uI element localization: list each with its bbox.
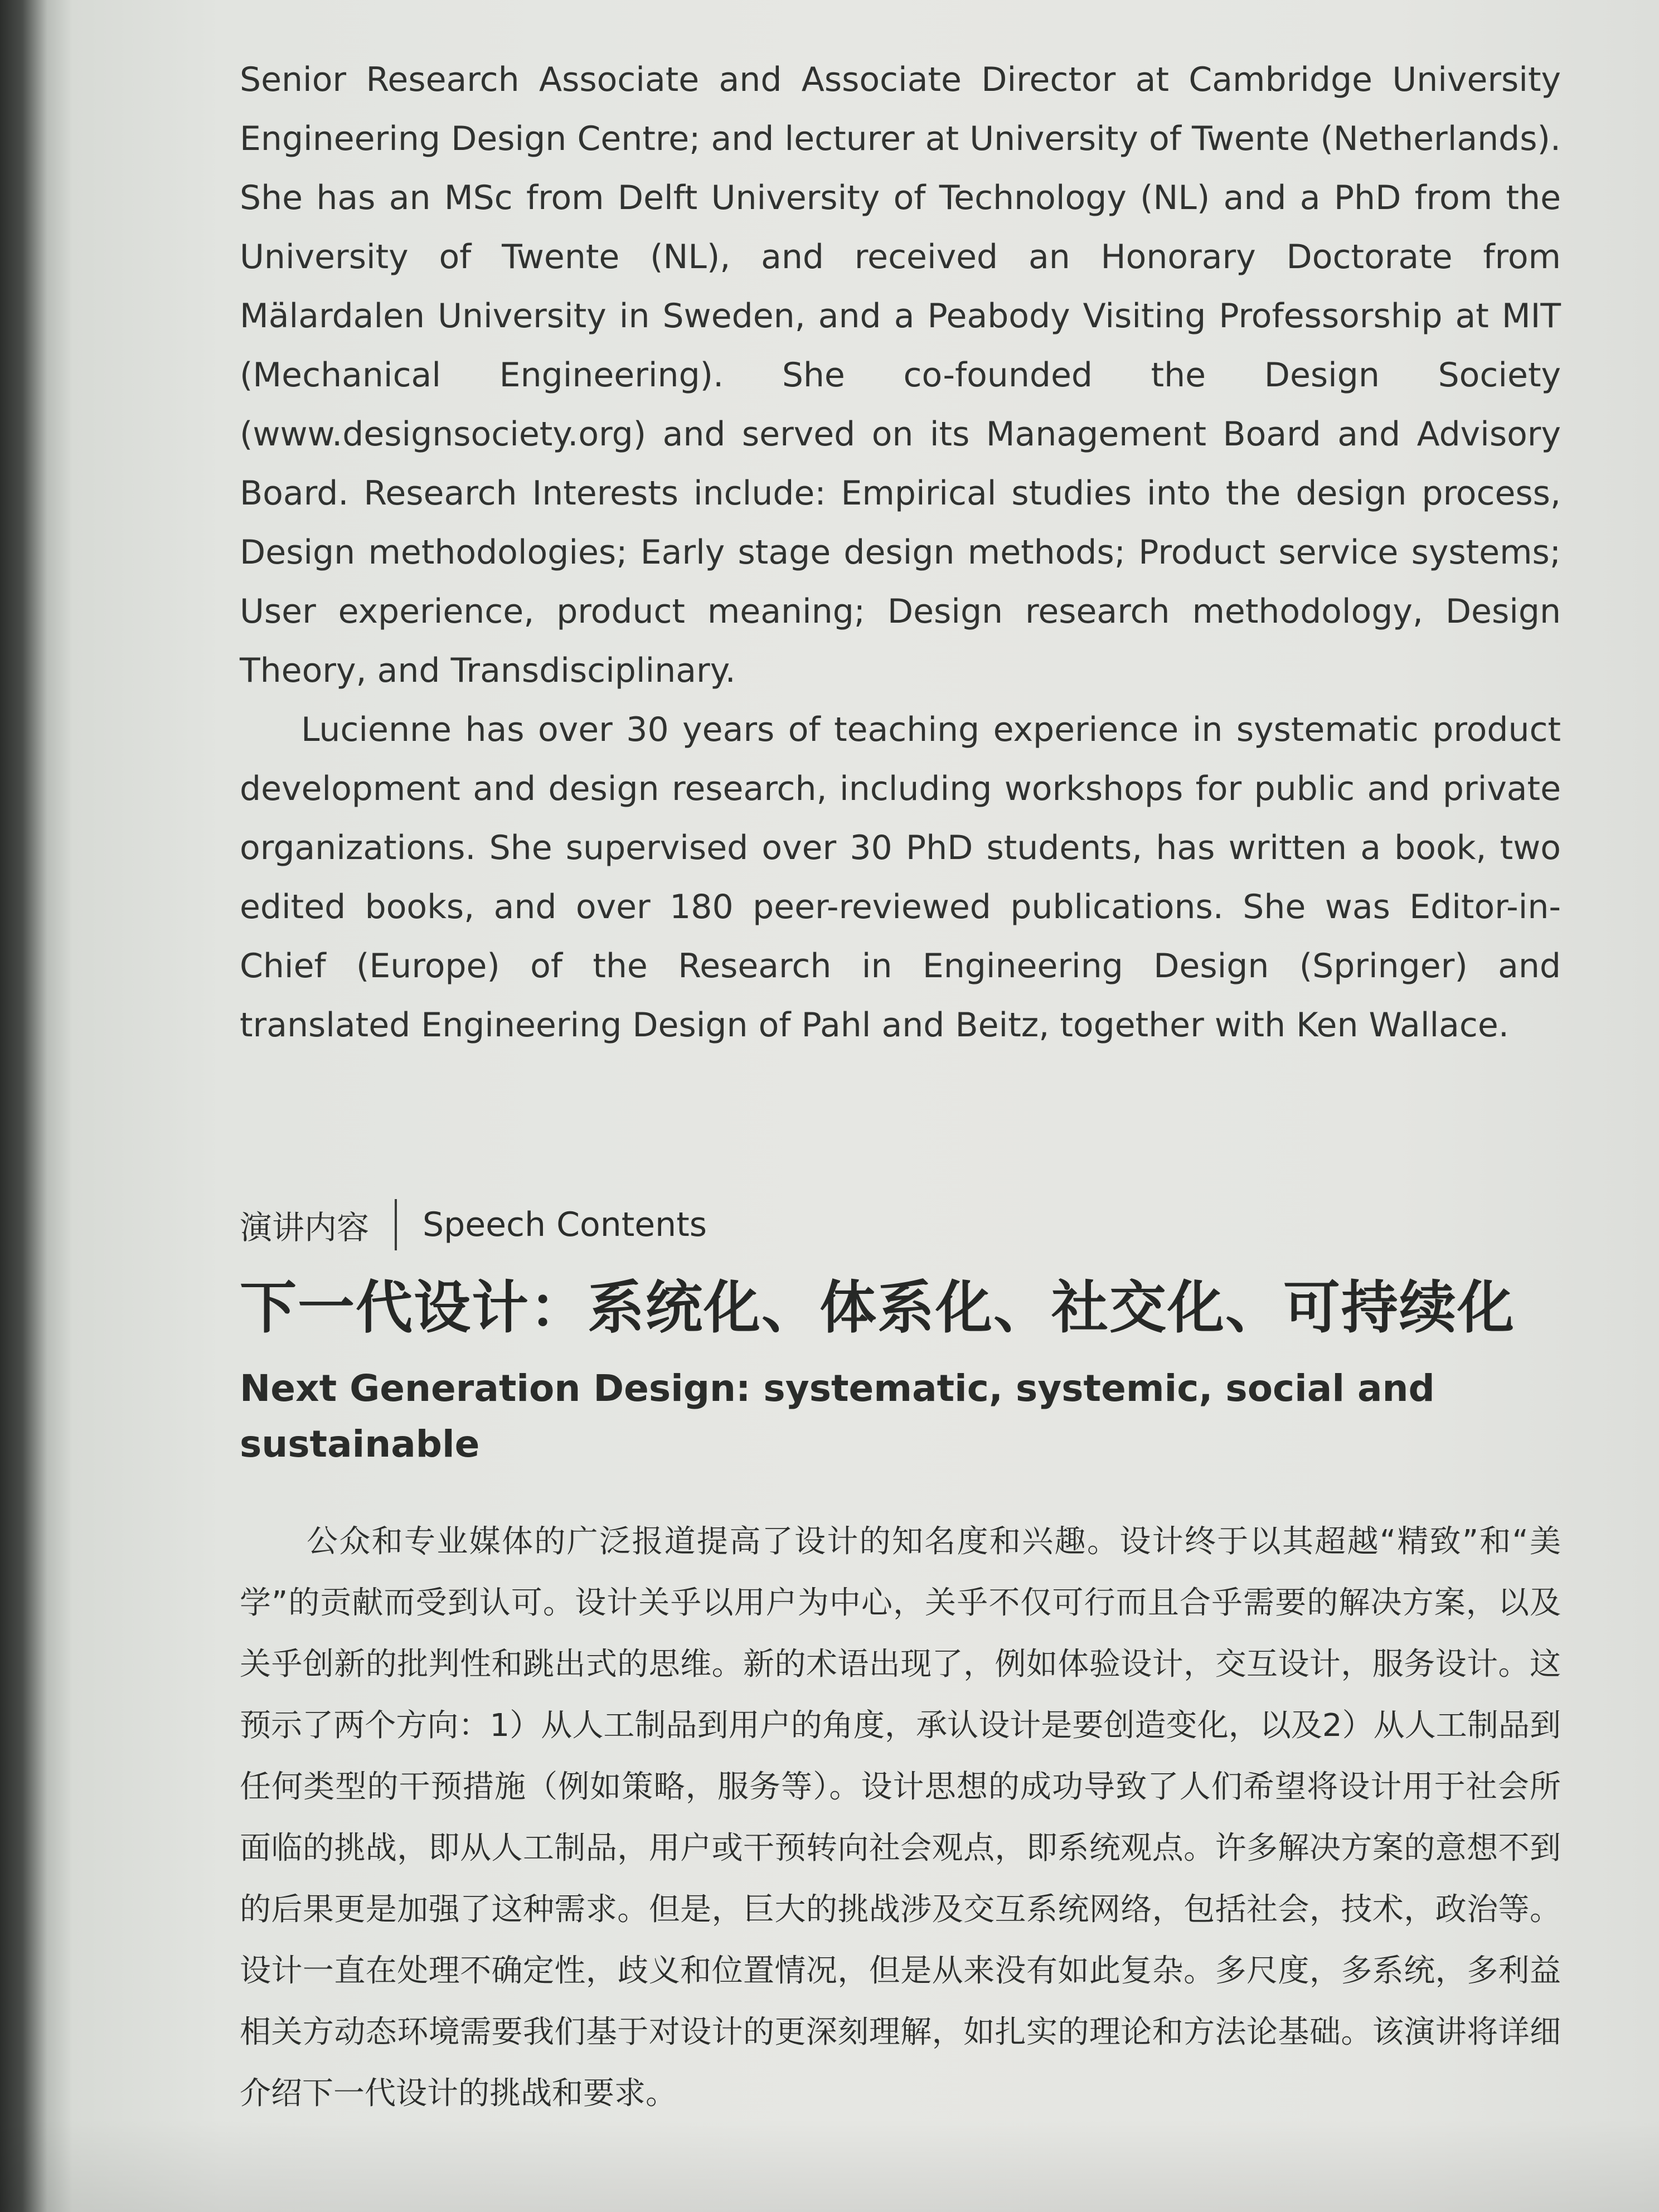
speech-title-zh: 下一代设计：系统化、体系化、社交化、可持续化 (240, 1275, 1515, 1341)
page-content (240, 50, 1561, 2124)
page-shadow (0, 2118, 1659, 2212)
section-label-zh: 演讲内容 (240, 1209, 370, 1246)
bio-paragraph-2: Lucienne has over 30 years of teaching experience in systematic product development and design research, including workshops for public and private organizations. She supervised over 30 PhD students, has written a book, two edited books, and over 180 peer-reviewed publications. She was Editor-in-Chief (Europe) of the Research in Engineering Design (Springer) and translated Engineering Design of Pahl and Beitz, together with Ken Wallace. (240, 710, 1561, 1045)
section-header (240, 1197, 1561, 1253)
speech-body-zh: 公众和专业媒体的广泛报道提高了设计的知名度和兴趣。设计终于以其超越“精致”和“美学”的贡献而受到认可。设计关乎以用户为中心，关乎不仅可行而且合乎需要的解决方案，以及关乎创新的批判性和跳出式的思维。新的术语出现了，例如体验设计，交互设计，服务设计。这预示了两个方向：1）从人工制品到用户的角度，承认设计是要创造变化，以及2）从人工制品到任何类型的干预措施（例如策略，服务等）。设计思想的成功导致了人们希望将设计用于社会所面临的挑战，即从人工制品，用户或干预转向社会观点，即系统观点。许多解决方案的意想不到的后果更是加强了这种需求。但是，巨大的挑战涉及交互系统网络，包括社会，技术，政治等。设计一直在处理不确定性，歧义和位置情况，但是从来没有如此复杂。多尺度，多系统，多利益相关方动态环境需要我们基于对设计的更深刻理解，如扎实的理论和方法论基础。该演讲将详细介绍下一代设计的挑战和要求。 (240, 1524, 1561, 2112)
section-divider (395, 1199, 397, 1250)
speech-title-en: Next Generation Design: systematic, systemic, social and sustainable (240, 1367, 1435, 1466)
bio-paragraph-1: Senior Research Associate and Associate Director at Cambridge University Engineering Design Centre; and lecturer at University of Twente (Netherlands). She has an MSc from Delft University of Technology (NL) and a PhD from the University of Twente (NL), and received an Honorary Doctorate from Mälardalen University in Sweden, and a Peabody Visiting Professorship at MIT (Mechanical Engineering). She co-founded the Design Society (www.designsociety.org) and served on its Management Board and Advisory Board. Research Interests include: Empirical studies into the design process, Design methodologies; Early stage design methods; Product service systems; User experience, product meaning; Design research methodology, Design Theory, and Transdisciplinary. (240, 60, 1561, 690)
section-label-en: Speech Contents (423, 1205, 707, 1244)
